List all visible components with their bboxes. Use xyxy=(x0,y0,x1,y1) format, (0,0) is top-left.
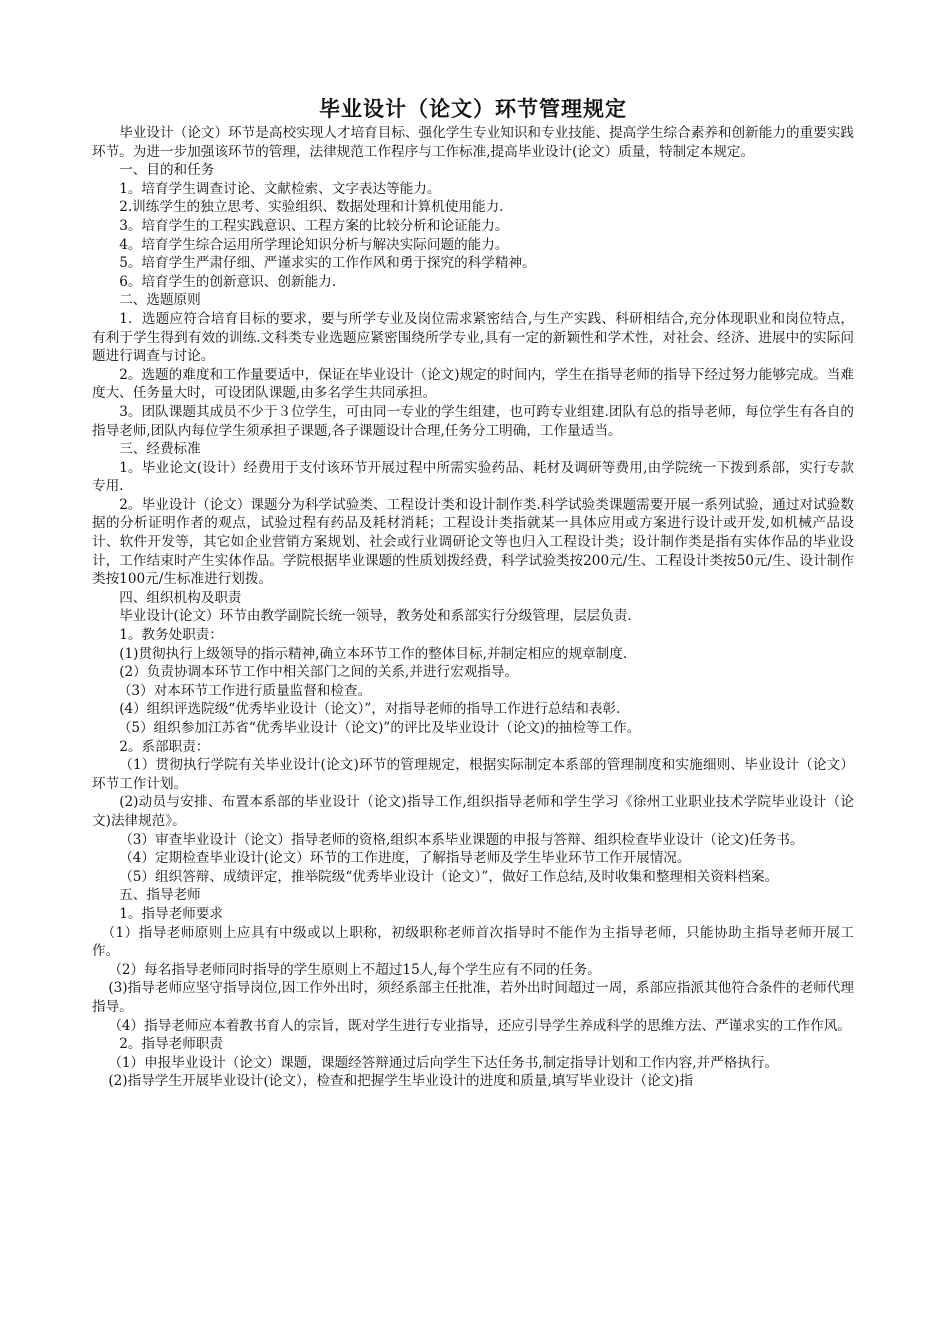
document-title: 毕业设计（论文）环节管理规定 xyxy=(319,97,627,121)
list-item: 2。毕业设计（论文）课题分为科学试验类、工程设计类和设计制作类.科学试验类课题需要开展一系列试验，通过对试验数据的分析证明作者的观点，试验过程有药品及耗材消耗；工程设计类指就某一具体应用或方案进行设计或开发,如机械产品设计、软件开发等，其它如企业营销方案规划、社会或行业调研论文等也归入工程设计类；设计制作类是指有实体作品的毕业设计，工作结束时产生实体作品。学院根据毕业课题的性质划拨经费，科学试验类按200元/生、工程设计类按50元/生、设计制作类按100元/生标准进行划拨。 xyxy=(92,496,854,588)
list-item: 2。选题的难度和工作量要适中，保证在毕业设计（论文)规定的时间内，学生在指导老师的指导下经过努力能够完成。当难度大、任务量大时，可设团队课题,由多名学生共同承担。 xyxy=(92,366,854,402)
section-heading-3: 三、经费标准 xyxy=(119,441,201,458)
list-item: (4）组织评选院级“优秀毕业设计（论文）”，对指导老师的指导工作进行总结和表彰. xyxy=(119,701,621,718)
list-item: （4）指导老师应本着教书育人的宗旨，既对学生进行专业指导，还应引导学生养成科学的思维方法、严谨求实的工作作风。 xyxy=(108,1017,852,1034)
list-item: 6。培育学生的创新意识、创新能力. xyxy=(119,273,337,290)
intro-paragraph: 毕业设计（论文）环节是高校实现人才培育目标、强化学生专业知识和专业技能、提高学生综合素养和创新能力的重要实践环节。为进一步加强该环节的管理，法律规范工作程序与工作标准,提高毕业设计(论文）质量，特制定本规定。 xyxy=(92,125,854,160)
list-item: 1．选题应符合培育目标的要求，要与所学专业及岗位需求紧密结合,与生产实践、科研相结合,充分体现职业和岗位特点，有利于学生得到有效的训练.文科类专业选题应紧密围绕所学专业,具有一定的新颖性和学术性，对社会、经济、进展中的实际问题进行调查与讨论。 xyxy=(92,310,854,365)
list-item: 1。毕业论文(设计）经费用于支付该环节开展过程中所需实验药品、耗材及调研等费用,由学院统一下拨到系部，实行专款专用. xyxy=(92,459,854,495)
list-item: 4。培育学生综合运用所学理论知识分析与解决实际问题的能力。 xyxy=(119,236,509,253)
list-item: （1）指导老师原则上应具有中级或以上职称，初级职称老师首次指导时不能作为主指导老师，只能协助主指导老师开展工作。 xyxy=(92,924,854,960)
list-item: (2)动员与安排、布置本系部的毕业设计（论文)指导工作,组织指导老师和学生学习《徐州工业职业技术学院毕业设计（论文)法律规范》。 xyxy=(92,794,854,829)
list-item: （1）申报毕业设计（论文）课题，课题经答辩通过后向学生下达任务书,制定指导计划和工作内容,并严格执行。 xyxy=(108,1054,779,1071)
list-item: 2.训练学生的独立思考、实验组织、数据处理和计算机使用能力. xyxy=(119,199,504,216)
section-heading-2: 二、选题原则 xyxy=(119,292,201,309)
list-item: 3。培育学生的工程实践意识、工程方案的比较分析和论证能力。 xyxy=(119,217,509,234)
list-item: (2）负责协调本环节工作中相关部门之间的关系,并进行宏观指导。 xyxy=(119,664,519,681)
list-item: （5）组织答辩、成绩评定，推举院级“优秀毕业设计（论文）”，做好工作总结,及时收集和整理相关资料档案。 xyxy=(119,868,779,885)
list-item: 1。培育学生调查讨论、文献检索、文字表达等能力。 xyxy=(119,180,441,197)
list-item: (1)贯彻执行上级领导的指示精神,确立本环节工作的整体目标,并制定相应的规章制度. xyxy=(119,645,628,662)
list-item: 3。团队课题其成员不少于３位学生，可由同一专业的学生组建，也可跨专业组建.团队有总的指导老师，每位学生有各自的指导老师,团队内每位学生须承担子课题,各子课题设计合理,任务分工明确，工作量适当。 xyxy=(92,403,854,439)
list-item: 5。培育学生严肃仔细、严谨求实的工作作风和勇于探究的科学精神。 xyxy=(119,255,536,272)
section-heading-1: 一、目的和任务 xyxy=(119,162,215,179)
body-paragraph: 毕业设计(论文）环节由教学副院长统一领导，教务处和系部实行分级管理，层层负责. xyxy=(119,608,632,625)
sub-heading: 2。系部职责： xyxy=(119,738,210,755)
list-item: （1）贯彻执行学院有关毕业设计(论文)环节的管理规定，根据实际制定本系部的管理制度和实施细则、毕业设计（论文）环节工作计划。 xyxy=(92,757,854,792)
list-item: （2）每名指导老师同时指导的学生原则上不超过15人,每个学生应有不同的任务。 xyxy=(108,961,601,978)
section-heading-5: 五、指导老师 xyxy=(119,887,201,904)
sub-heading: 1。指导老师要求 xyxy=(119,905,223,922)
sub-heading: 1。教务处职责： xyxy=(119,627,223,644)
document-page xyxy=(92,94,854,1091)
section-heading-4: 四、组织机构及职责 xyxy=(119,589,242,606)
list-item: (3)指导老师应坚守指导岗位,因工作外出时，须经系部主任批准，若外出时间超过一周，系部应指派其他符合条件的老师代理指导。 xyxy=(92,980,854,1015)
sub-heading: 2。指导老师职责 xyxy=(119,1036,223,1053)
list-item: (2)指导学生开展毕业设计(论文），检查和把握学生毕业设计的进度和质量,填写毕业设计（论文)指 xyxy=(108,1073,694,1090)
list-item: （3）对本环节工作进行质量监督和检查。 xyxy=(117,682,372,699)
list-item: （4）定期检查毕业设计(论文）环节的工作进度，了解指导老师及学生毕业环节工作开展情况。 xyxy=(119,850,691,867)
list-item: （5）组织参加江苏省“优秀毕业设计（论文)”的评比及毕业设计（论文)的抽检等工作。 xyxy=(117,720,641,736)
list-item: （3）审查毕业设计（论文）指导老师的资格,组织本系毕业课题的申报与答辩、组织检查毕业设计（论文)任务书。 xyxy=(119,831,804,848)
